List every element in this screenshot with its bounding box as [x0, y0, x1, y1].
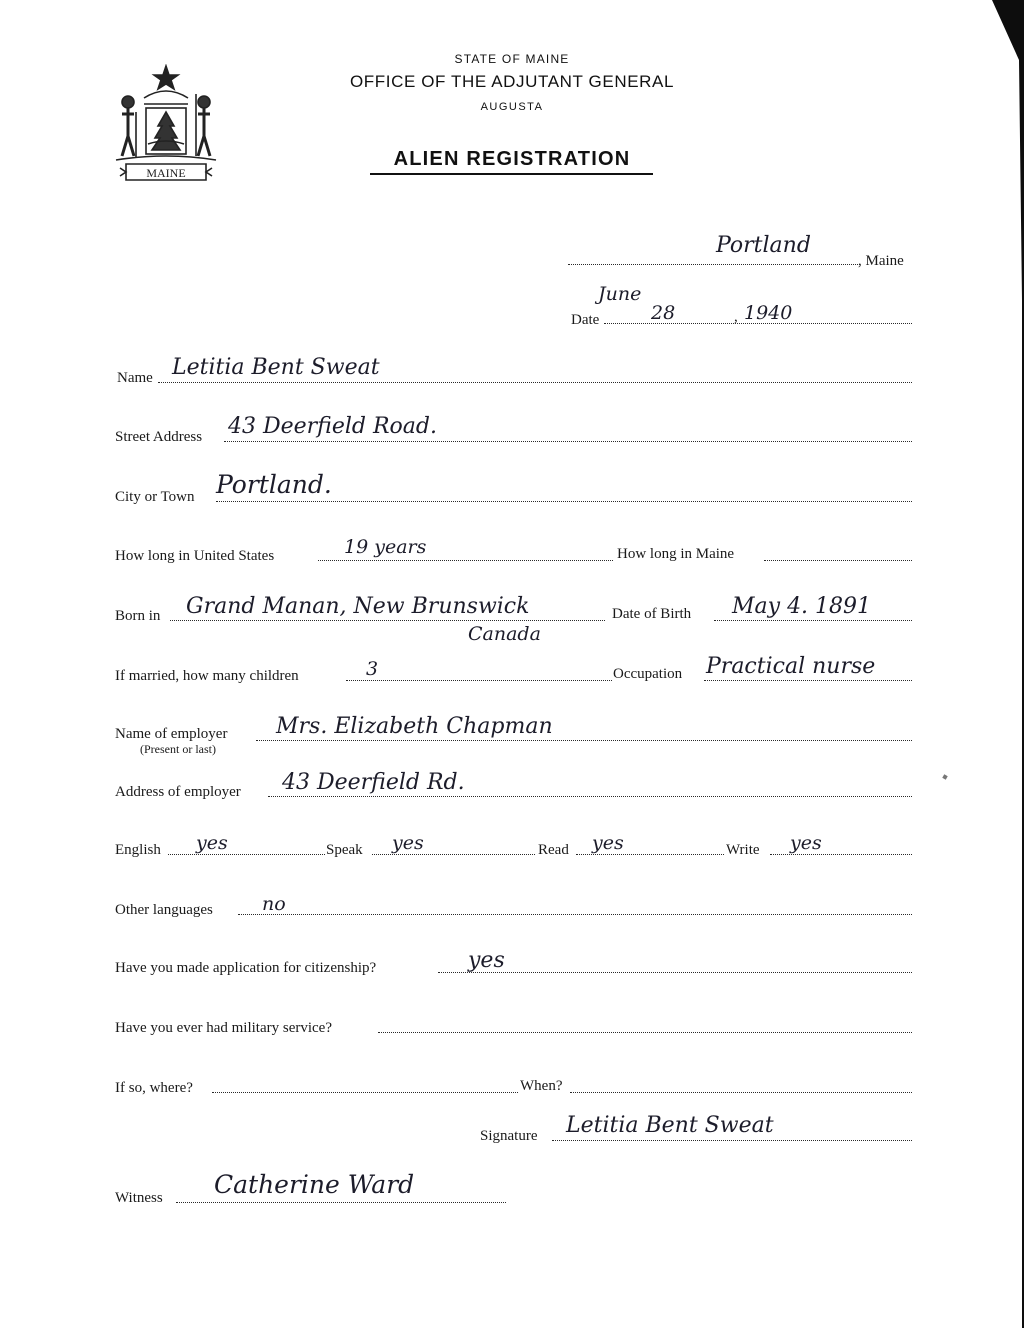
english-label: English: [115, 842, 161, 858]
witness-value[interactable]: Catherine Ward: [214, 1170, 415, 1199]
children-value[interactable]: 3: [366, 658, 379, 680]
place-value[interactable]: Portland: [716, 233, 811, 258]
form-title: ALIEN REGISTRATION: [393, 148, 631, 170]
how-long-maine-line: [764, 560, 912, 561]
employer-label: Name of employer: [115, 726, 228, 742]
write-label: Write: [726, 842, 760, 858]
date-day[interactable]: 28: [651, 302, 676, 324]
occupation-value[interactable]: Practical nurse: [706, 654, 876, 679]
name-label: Name: [117, 370, 153, 386]
read-label: Read: [538, 842, 569, 858]
city-line: [216, 501, 912, 502]
employer-value[interactable]: Mrs. Elizabeth Chapman: [276, 714, 553, 739]
born-in-label: Born in: [115, 608, 161, 624]
employer-address-value[interactable]: 43 Deerfield Rd.: [282, 770, 465, 795]
date-label: Date: [571, 312, 600, 328]
citizenship-value[interactable]: yes: [468, 948, 505, 973]
place-line: [568, 264, 860, 265]
english-value[interactable]: yes: [196, 832, 228, 854]
employer-sublabel: (Present or last): [140, 742, 216, 756]
how-long-us-value[interactable]: 19 years: [344, 536, 427, 558]
english-line: [168, 854, 325, 855]
military-label: Have you ever had military service?: [115, 1020, 332, 1036]
born-in-value[interactable]: Grand Manan, New Brunswick: [186, 594, 530, 619]
speak-line: [372, 854, 535, 855]
occupation-label: Occupation: [613, 666, 683, 682]
other-languages-line: [238, 914, 912, 915]
employer-address-label: Address of employer: [115, 784, 241, 800]
write-value[interactable]: yes: [790, 832, 822, 854]
name-line: [158, 382, 912, 383]
citizenship-line: [438, 972, 912, 973]
witness-line: [176, 1202, 506, 1203]
witness-label: Witness: [115, 1190, 163, 1206]
name-value[interactable]: Letitia Bent Sweat: [172, 355, 380, 380]
date-of-birth-value[interactable]: May 4. 1891: [732, 594, 872, 619]
read-value[interactable]: yes: [592, 832, 624, 854]
city-value[interactable]: Portland.: [216, 470, 332, 499]
place-suffix: , Maine: [858, 253, 904, 269]
title-underline: [370, 173, 653, 175]
city-label: City or Town: [115, 489, 195, 505]
header-office: OFFICE OF THE ADJUTANT GENERAL: [349, 72, 675, 91]
born-in-line: [170, 620, 605, 621]
date-of-birth-label: Date of Birth: [612, 606, 692, 622]
street-address-line: [224, 441, 912, 442]
read-line: [576, 854, 724, 855]
born-in-value-line2[interactable]: Canada: [468, 623, 541, 645]
military-line: [378, 1032, 912, 1033]
signature-line: [552, 1140, 912, 1141]
speak-label: Speak: [326, 842, 363, 858]
how-long-us-label: How long in United States: [115, 548, 275, 564]
when-line: [570, 1092, 912, 1093]
occupation-line: [704, 680, 912, 681]
when-label: When?: [520, 1078, 563, 1094]
citizenship-label: Have you made application for citizenship?: [115, 960, 377, 976]
write-line: [770, 854, 912, 855]
svg-text:MAINE: MAINE: [146, 166, 186, 180]
children-label: If married, how many children: [115, 668, 299, 684]
other-languages-value[interactable]: no: [262, 893, 286, 915]
scan-corner-shadow: [964, 0, 1024, 1328]
header-city: AUGUSTA: [480, 101, 544, 113]
signature-value[interactable]: Letitia Bent Sweat: [566, 1113, 774, 1138]
scan-speck: [942, 774, 947, 779]
where-label: If so, where?: [115, 1080, 193, 1096]
how-long-us-line: [318, 560, 613, 561]
signature-label: Signature: [480, 1128, 538, 1144]
speak-value[interactable]: yes: [392, 832, 424, 854]
header-state: STATE OF MAINE: [454, 52, 570, 66]
date-year[interactable]: 1940: [744, 302, 793, 324]
date-month[interactable]: June: [598, 283, 642, 305]
employer-line: [256, 740, 912, 741]
other-languages-label: Other languages: [115, 902, 213, 918]
how-long-maine-label: How long in Maine: [617, 546, 735, 562]
date-separator: ,: [734, 309, 738, 325]
street-address-value[interactable]: 43 Deerfield Road.: [228, 414, 437, 439]
date-of-birth-line: [714, 620, 912, 621]
employer-address-line: [268, 796, 912, 797]
children-line: [346, 680, 612, 681]
street-address-label: Street Address: [115, 429, 203, 445]
where-line: [212, 1092, 518, 1093]
